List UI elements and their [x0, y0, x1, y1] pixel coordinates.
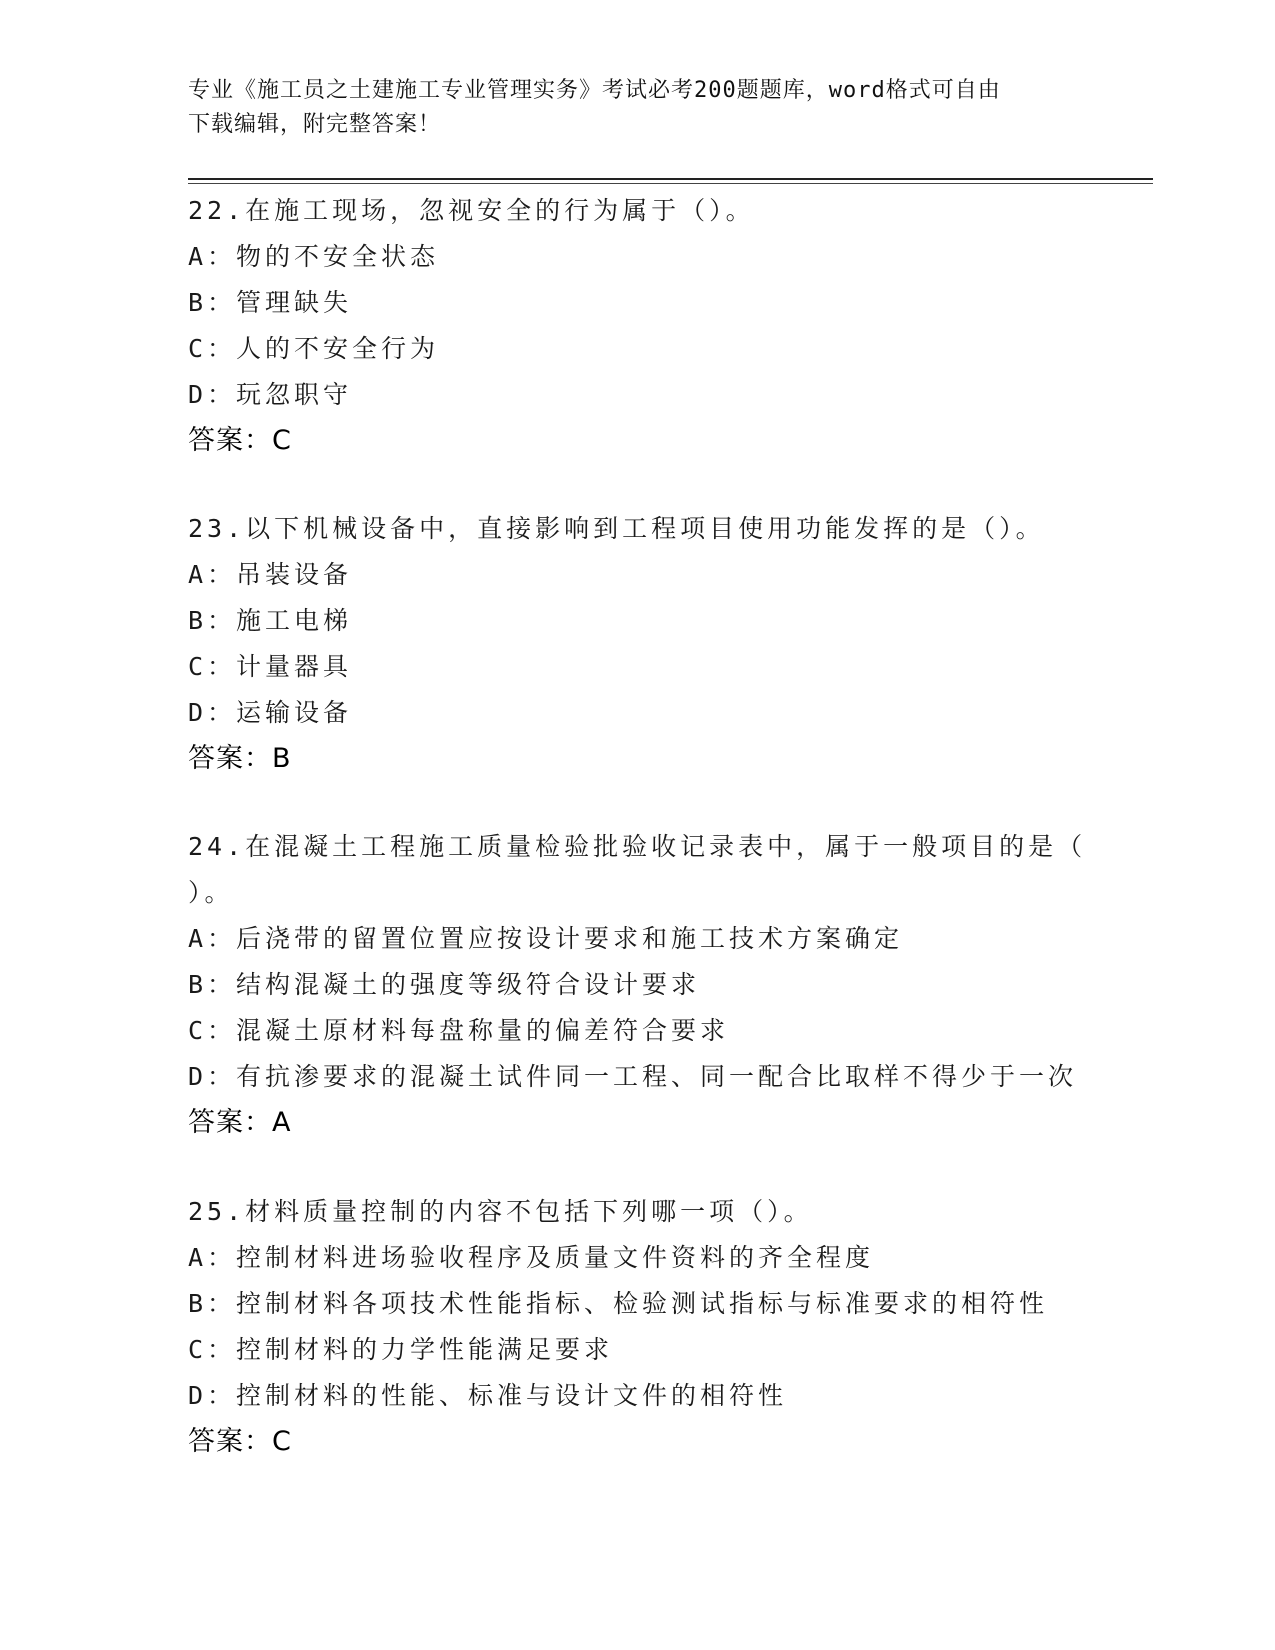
- question-25: [188, 1189, 1088, 1465]
- question-22: [188, 188, 1088, 464]
- option-a: A：控制材料进场验收程序及质量文件资料的齐全程度: [188, 1243, 875, 1272]
- option-a: A：后浇带的留置位置应按设计要求和施工技术方案确定: [188, 924, 904, 953]
- answer-line: 答案：A: [188, 1107, 292, 1138]
- answer-line: 答案：C: [188, 425, 292, 456]
- option-c: C：混凝土原材料每盘称量的偏差符合要求: [188, 1016, 730, 1045]
- option-d: D：运输设备: [188, 698, 353, 727]
- option-b: B：结构混凝土的强度等级符合设计要求: [188, 970, 701, 999]
- question-stem: 22.在施工现场，忽视安全的行为属于（）。: [188, 196, 755, 225]
- option-c: C：计量器具: [188, 652, 353, 681]
- option-c: C：控制材料的力学性能满足要求: [188, 1335, 614, 1364]
- answer-line: 答案：C: [188, 1426, 292, 1457]
- option-a: A：吊装设备: [188, 560, 353, 589]
- question-stem: 23.以下机械设备中，直接影响到工程项目使用功能发挥的是（）。: [188, 514, 1045, 543]
- question-stem: 25.材料质量控制的内容不包括下列哪一项（）。: [188, 1197, 813, 1226]
- option-b: B：控制材料各项技术性能指标、检验测试指标与标准要求的相符性: [188, 1289, 1049, 1318]
- option-a: A：物的不安全状态: [188, 242, 440, 271]
- answer-line: 答案：B: [188, 743, 292, 774]
- option-d: D：玩忽职守: [188, 380, 353, 409]
- header-divider-thin: [188, 183, 1153, 184]
- header-line-2: 下载编辑，附完整答案！: [188, 112, 442, 137]
- option-d: D：有抗渗要求的混凝土试件同一工程、同一配合比取样不得少于一次: [188, 1062, 1078, 1091]
- header-divider-thick: [188, 178, 1153, 180]
- question-stem-line-2: ）。: [188, 878, 234, 907]
- option-b: B：管理缺失: [188, 288, 353, 317]
- header-line-1: 专业《施工员之土建施工专业管理实务》考试必考200题题库，word格式可自由: [188, 78, 1001, 103]
- question-stem-line-1: 24.在混凝土工程施工质量检验批验收记录表中，属于一般项目的是（: [188, 832, 1087, 861]
- question-24: [188, 824, 1088, 1146]
- option-b: B：施工电梯: [188, 606, 353, 635]
- document-header: [188, 74, 1088, 142]
- option-d: D：控制材料的性能、标准与设计文件的相符性: [188, 1381, 788, 1410]
- question-23: [188, 506, 1088, 782]
- option-c: C：人的不安全行为: [188, 334, 440, 363]
